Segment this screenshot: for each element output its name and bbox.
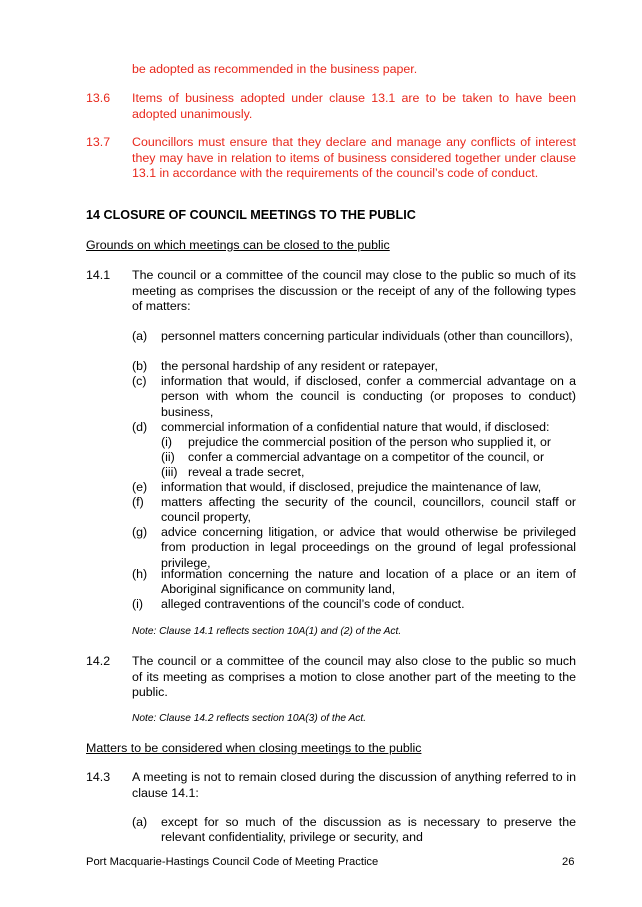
list-item	[132, 420, 576, 435]
item-text: advice concerning litigation, or advice that would otherwise be privileged from production in legal proceedings on the ground of legal professional privilege,	[161, 525, 576, 570]
item-label: (f)	[132, 495, 144, 509]
item-label: (e)	[132, 480, 148, 494]
item-text: except for so much of the discussion as is necessary to preserve the relevant confidentiality, privilege or security, and	[161, 815, 576, 845]
list-item	[132, 480, 576, 495]
list-item	[132, 597, 576, 612]
item-label: (a)	[132, 329, 148, 343]
clause-text: Councillors must ensure that they declare and manage any conflicts of interest they may have in relation to items of business considered together under clause 13.1 in accordance with the requirements of the council’s code of conduct.	[132, 135, 576, 181]
footer-title: Port Macquarie-Hastings Council Code of Meeting Practice	[86, 856, 379, 868]
list-item	[132, 567, 576, 598]
section-heading: 14 CLOSURE OF COUNCIL MEETINGS TO THE PUBLIC	[86, 208, 416, 222]
page-number: 26	[562, 856, 575, 868]
list-item	[132, 359, 576, 374]
list-item	[132, 329, 576, 344]
item-text: commercial information of a confidential nature that would, if disclosed:	[161, 420, 550, 434]
sub-list-item	[161, 435, 576, 450]
clause-number: 14.2	[86, 654, 111, 668]
item-label: (a)	[132, 815, 148, 829]
item-text: the personal hardship of any resident or ratepayer,	[161, 359, 438, 373]
item-label: (c)	[132, 374, 147, 388]
sub-list-item	[161, 465, 576, 480]
clause-text: Items of business adopted under clause 13.1 are to be taken to have been adopted unanimously.	[132, 91, 576, 121]
item-text: personnel matters concerning particular individuals (other than councillors),	[161, 329, 573, 343]
subitem-label: (ii)	[161, 450, 175, 464]
item-text: information that would, if disclosed, prejudice the maintenance of law,	[161, 480, 542, 494]
subitem-label: (iii)	[161, 465, 178, 479]
list-item	[132, 815, 576, 846]
item-label: (g)	[132, 525, 148, 539]
item-label: (d)	[132, 420, 148, 434]
clause-number: 14.1	[86, 268, 111, 282]
item-text: information that would, if disclosed, confer a commercial advantage on a person with whom the council is conducting (or proposes to conduct) business,	[161, 374, 576, 419]
note: Note: Clause 14.1 reflects section 10A(1) and (2) of the Act.	[132, 626, 402, 637]
note: Note: Clause 14.2 reflects section 10A(3) of the Act.	[132, 713, 367, 724]
list-item	[132, 495, 576, 526]
subitem-text: reveal a trade secret,	[188, 465, 305, 479]
item-label: (h)	[132, 567, 148, 581]
item-label: (i)	[132, 597, 144, 611]
list-item	[132, 374, 576, 420]
continuation-text: be adopted as recommended in the business paper.	[132, 62, 418, 76]
item-label: (b)	[132, 359, 148, 373]
item-text: alleged contraventions of the council’s code of conduct.	[161, 597, 465, 611]
sub-list-item	[161, 450, 576, 465]
clause-number: 13.7	[86, 135, 111, 149]
clause-number: 14.3	[86, 770, 111, 784]
subheading: Grounds on which meetings can be closed to the public	[86, 238, 390, 252]
list-item	[132, 525, 576, 571]
clause-number: 13.6	[86, 91, 111, 105]
subitem-label: (i)	[161, 435, 173, 449]
subitem-text: confer a commercial advantage on a competitor of the council, or	[188, 450, 545, 464]
subitem-text: prejudice the commercial position of the person who supplied it, or	[188, 435, 551, 449]
clause-text: The council or a committee of the council may also close to the public so much of its meeting as comprises a motion to close another part of the meeting to the public.	[132, 654, 576, 700]
item-text: information concerning the nature and location of a place or an item of Aboriginal significance on community land,	[161, 567, 576, 597]
clause-text: A meeting is not to remain closed during the discussion of anything referred to in clause 14.1:	[132, 770, 576, 800]
subheading: Matters to be considered when closing meetings to the public	[86, 741, 422, 755]
clause-text: The council or a committee of the council may close to the public so much of its meeting as comprises the discussion or the receipt of any of the following types of matters:	[132, 268, 576, 314]
item-text: matters affecting the security of the council, councillors, council staff or council property,	[161, 495, 576, 525]
